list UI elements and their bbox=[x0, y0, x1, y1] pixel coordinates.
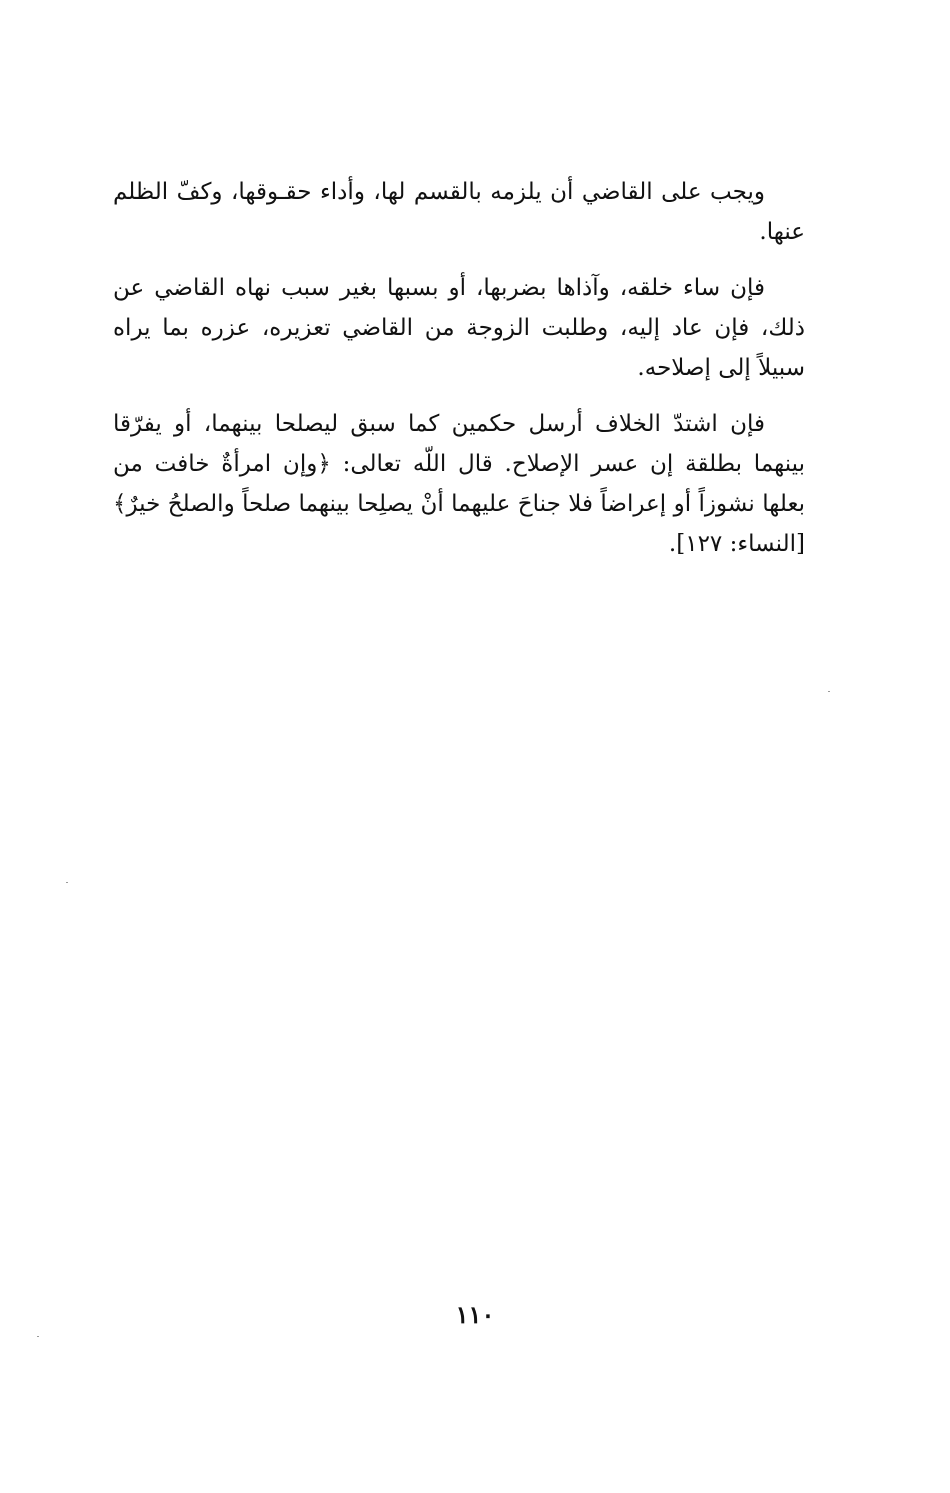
paragraph-judge-obligation: ويجب على القاضي أن يلزمه بالقسم لها، وأداء حقـوقها، وكفّ الظلم عنها. bbox=[113, 179, 805, 245]
paragraph-bad-conduct: فإن ساء خلقه، وآذاها بضربها، أو بسبها بغير سبب نهاه القاضي عن ذلك، فإن عاد إليه، وطلبت الزوجة من القاضي تعزيره، عزره بما يراه سبيلاً إلى إصلاحه. bbox=[113, 275, 805, 381]
scan-speck bbox=[66, 882, 68, 883]
paragraph-arbitration: فإن اشتدّ الخلاف أرسل حكمين كما سبق ليصلحا بينهما، أو يفرّقا بينهما بطلقة إن عسر الإصلاح. قال اللّه تعالى: ﴿وإن امرأةٌ خافت من بعلها نشوزاً أو إعراضاً فلا جناحَ عليهما أنْ يصلِحا بينهما صلحاً والصلحُ خيرٌ﴾ [النساء: ١٢٧]. bbox=[113, 411, 805, 557]
scan-speck bbox=[37, 1336, 39, 1337]
scan-speck bbox=[828, 691, 830, 692]
page-number: ١١٠ bbox=[455, 1300, 495, 1329]
body-text bbox=[113, 172, 805, 580]
